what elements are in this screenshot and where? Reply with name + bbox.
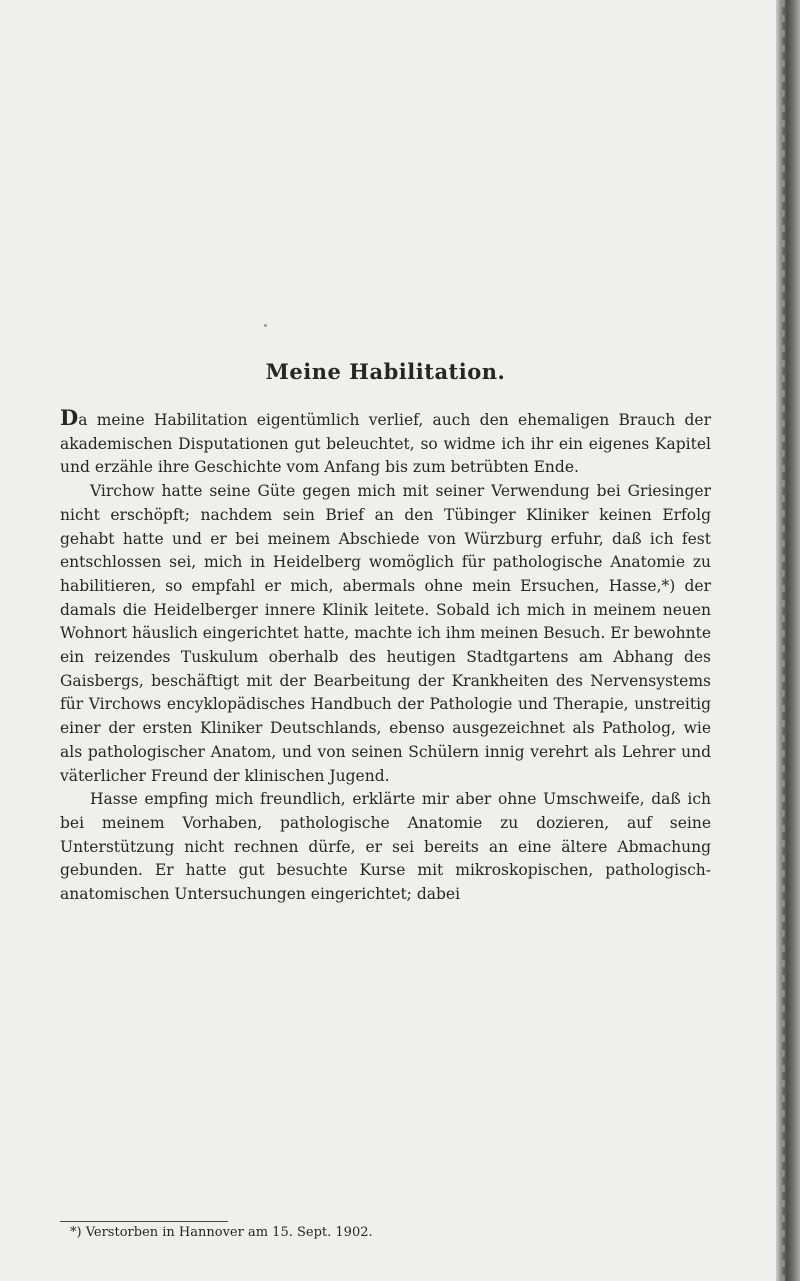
page-edge <box>776 0 800 1281</box>
chapter-title: Meine Habilitation. <box>265 359 506 384</box>
paper-speck <box>264 324 267 327</box>
paragraph-3: Hasse empfing mich freundlich, erklärte mir aber ohne Umschweife, daß ich bei meinem Vorhaben, pathologische Anatomie zu dozieren, auf seine Unterstützung nicht rechnen dürfe, er sei bereits an eine ältere Abmachung gebunden. Er hatte gut besuchte Kurse mit mikroskopischen, pathologisch-anatomischen Untersuchungen eingerichtet; dabei <box>60 790 711 904</box>
paragraph-2: Virchow hatte seine Güte gegen mich mit seiner Verwendung bei Griesinger nicht erschöpft; nachdem sein Brief an den Tübinger Kliniker keinen Erfolg gehabt hatte und er bei meinem Abschiede von Würzburg erfuhr, daß ich fest entschlossen sei, mich in Heidelberg womöglich für pathologische Anatomie zu habilitieren, so empfahl er mich, abermals ohne mein Ersuchen, Hasse,*) der damals die Heidelberger innere Klinik leitete. Sobald ich mich in meinem neuen Wohnort häuslich eingerichtet hatte, machte ich ihm meinen Besuch. Er bewohnte ein reizendes Tuskulum oberhalb des heutigen Stadtgartens am Abhang des Gaisbergs, beschäftigt mit der Bearbeitung der Krankheiten des Nervensystems für Virchows encyklopädisches Handbuch der Pathologie und Therapie, unstreitig einer der ersten Kliniker Deutschlands, ebenso ausgezeichnet als Patholog, wie als pathologischer Anatom, und von seinen Schülern innig verehrt als Lehrer und väterlicher Freund der klinischen Jugend. <box>60 482 711 785</box>
dropcap-letter: D <box>60 405 79 430</box>
paragraph-1-text: a meine Habilitation eigentümlich verlief, auch den ehemaligen Brauch der akademischen Disputationen gut beleuchtet, so widme ich ihr ein eigenes Kapitel und erzähle ihre Geschichte vom Anfang bis zum betrübten Ende. <box>60 411 711 477</box>
footnote: *) Verstorben in Hannover am 15. Sept. 1902. <box>70 1225 373 1240</box>
footnote-rule <box>60 1221 228 1222</box>
paragraph-1 <box>60 406 711 480</box>
text-block <box>60 360 711 907</box>
